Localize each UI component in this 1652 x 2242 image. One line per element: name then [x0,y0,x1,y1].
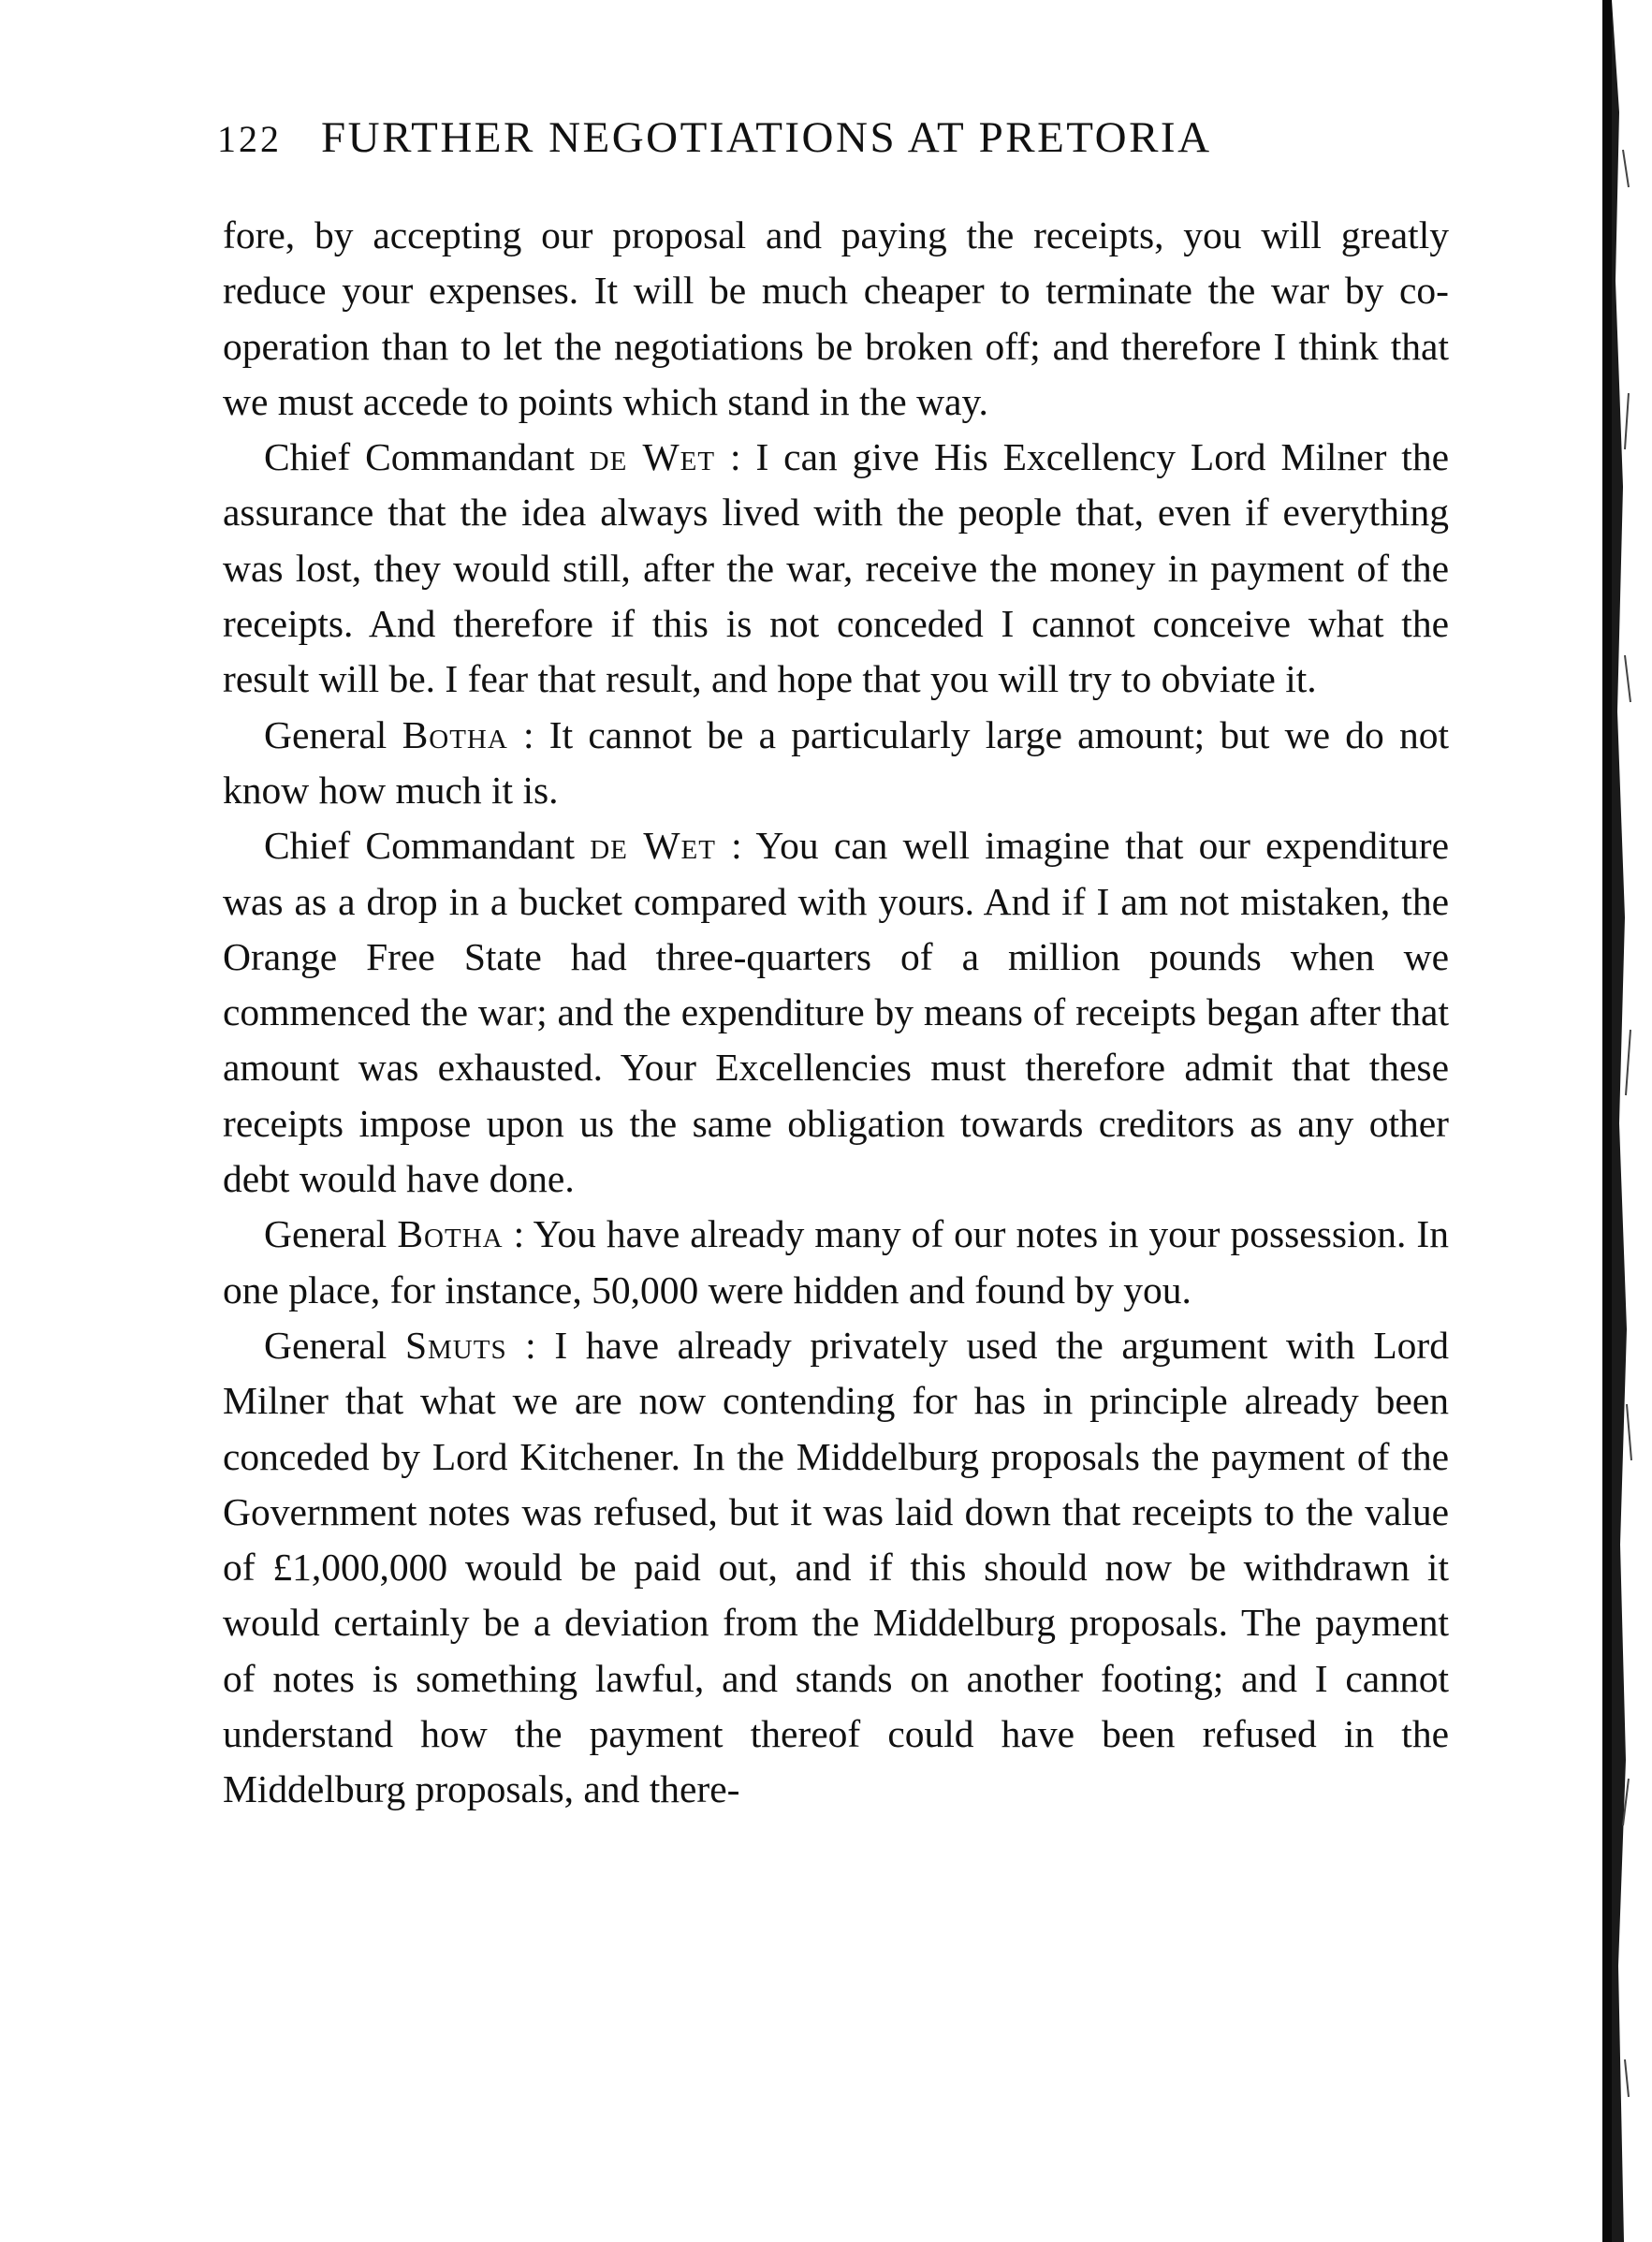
speaker-title: General [264,712,387,756]
speaker-name: Botha [402,712,508,756]
speaker-name: Botha [397,1212,504,1256]
speech-paragraph: General Botha : You have already many of our notes in your possession. In one place, for instance, 50,000 were hidden and found by you. [223,1212,1449,1311]
speech-text: You can well imagine that our expenditure was as a drop in a bucket compared with yours. And if I am not mistaken, the Orange Free State had three-quarters of a million pounds when we commenced the war; and the expenditure by means of receipts began after that amount was exhausted. Your Excellencies must therefore admit that these receipts impose upon us the same obligation towards creditors as any other debt would have done. [223,824,1449,1201]
speech-text: I have already privately used the argument with Lord Milner that what we are now contending for has in principle already been conceded by Lord Kitchener. In the Middelburg proposals the payment of the Government notes was refused, but it was laid down that receipts to the value of £1,000,000 would be paid out, and if this should now be withdrawn it would certainly be a deviation from the Middelburg proposals. The payment of notes is something lawful, and stands on another footing; and I cannot understand how the payment thereof could have been refused in the Middelburg proposals, and there- [223,1323,1449,1811]
page-body [223,208,1449,1818]
speech-paragraph: General Smuts : I have already privately used the argument with Lord Milner that what we are now contending for has in principle already been conceded by Lord Kitchener. In the Middelburg proposals the payment of the Government notes was refused, but it was laid down that receipts to the value of £1,000,000 would be paid out, and if this should now be withdrawn it would certainly be a deviation from the Middelburg proposals. The payment of notes is something lawful, and stands on another footing; and I cannot understand how the payment thereof could have been refused in the Middelburg proposals, and there- [223,1323,1449,1811]
paragraph-text: fore, by accepting our proposal and paying the receipts, you will greatly reduce your expenses. It will be much cheaper to terminate the war by co-operation than to let the negotiations be broken off; and therefore I think that we must accede to points which stand in the way. [223,213,1449,423]
speaker-title: General [264,1212,387,1256]
speech-paragraph: Chief Commandant de Wet : I can give His Excellency Lord Milner the assurance that the idea always lived with the people that, even if everything was lost, they would still, after the war, receive the money in payment of the receipts. And therefore if this is not conceded I cannot conceive what the result will be. I fear that result, and hope that you will try to obviate it. [223,435,1450,701]
speaker-title: Chief Commandant [264,435,575,479]
speaker-name: de Wet [590,824,716,868]
speaker-title: Chief Commandant [264,824,576,868]
running-title: FURTHER NEGOTIATIONS AT PRETORIA [321,113,1212,162]
running-header [217,112,1350,178]
speaker-title: General [264,1323,387,1367]
speaker-name: de Wet [589,435,716,479]
paragraph-continuation [223,208,1449,430]
speaker-name: Smuts [404,1323,507,1367]
speech-text: I can give His Excellency Lord Milner the assurance that the idea always lived with the people that, even if everything was lost, they would still, after the war, receive the money in payment of the receipts. And therefore if this is not conceded I cannot conceive what the result will be. I fear that result, and hope that you will try to obviate it. [223,435,1450,701]
speech-text: It cannot be a particularly large amount; but we do not know how much it is. [223,712,1450,812]
binding-shadow [1591,0,1652,2242]
speech-paragraph: General Botha : It cannot be a particularly large amount; but we do not know how much it is. [223,712,1450,812]
page-number: 122 [217,118,282,160]
speech-text: You have already many of our notes in your possession. In one place, for instance, 50,000 were hidden and found by you. [223,1212,1449,1311]
speech-paragraph: Chief Commandant de Wet : You can well imagine that our expenditure was as a drop in a bucket compared with yours. And if I am not mistaken, the Orange Free State had three-quarters of a million pounds when we commenced the war; and the expenditure by means of receipts began after that amount was exhausted. Your Excellencies must therefore admit that these receipts impose upon us the same obligation towards creditors as any other debt would have done. [223,824,1449,1201]
